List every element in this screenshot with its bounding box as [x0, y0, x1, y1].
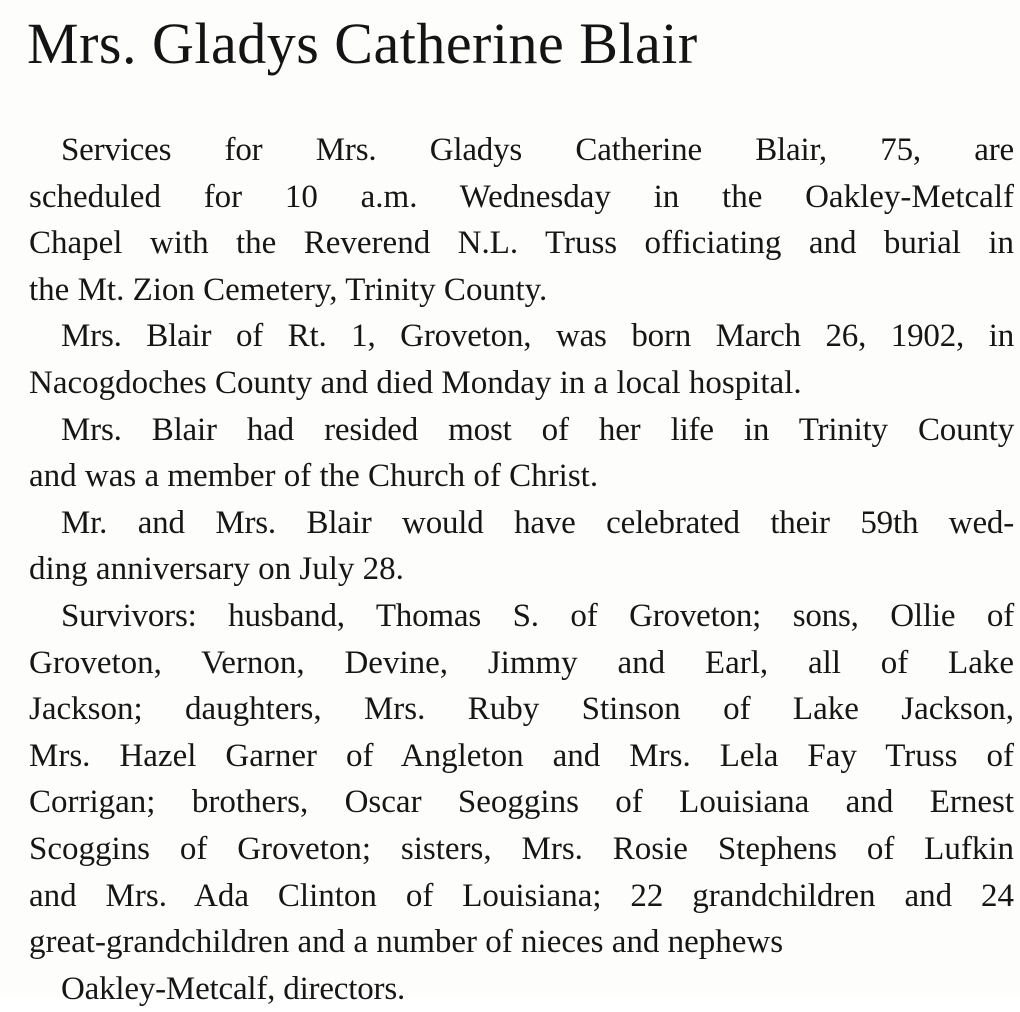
- obituary-line: great-grandchildren and a number of nieces and nephews: [29, 924, 784, 961]
- obituary-line: Jackson; daughters, Mrs. Ruby Stinson of Lake Jackson,: [29, 691, 1014, 728]
- obituary-line: Services for Mrs. Gladys Catherine Blair, 75, are: [61, 132, 1014, 168]
- obituary-line: Scoggins of Groveton; sisters, Mrs. Rosie Stephens of Lufkin: [29, 830, 1014, 867]
- obituary-line: Mrs. Hazel Garner of Angleton and Mrs. Lela Fay Truss of: [29, 737, 1014, 774]
- obituary-line: Mrs. Blair had resided most of her life in Trinity County: [61, 411, 1014, 448]
- obituary-line: Corrigan; brothers, Oscar Seoggins of Louisiana and Ernest: [29, 784, 1014, 821]
- obituary-line: the Mt. Zion Cemetery, Trinity County.: [29, 271, 548, 308]
- obituary-body: [29, 127, 1014, 1012]
- obituary-line: ding anniversary on July 28.: [29, 551, 404, 588]
- obituary-line: Mrs. Blair of Rt. 1, Groveton, was born March 26, 1902, in: [61, 318, 1014, 355]
- obituary-line: Mr. and Mrs. Blair would have celebrated their 59th wed-: [61, 504, 1014, 541]
- obituary-line: Nacogdoches County and died Monday in a local hospital.: [29, 364, 802, 401]
- obituary-line: scheduled for 10 a.m. Wednesday in the Oakley-Metcalf: [29, 178, 1014, 215]
- obituary-line: Survivors: husband, Thomas S. of Groveton; sons, Ollie of: [61, 597, 1014, 634]
- obituary-line: Groveton, Vernon, Devine, Jimmy and Earl, all of Lake: [29, 644, 1014, 681]
- obituary-line: Oakley-Metcalf, directors.: [61, 970, 406, 1007]
- obituary-line: Chapel with the Reverend N.L. Truss officiating and burial in: [29, 225, 1014, 262]
- obituary-line: and Mrs. Ada Clinton of Louisiana; 22 grandchildren and 24: [29, 877, 1014, 914]
- obituary-line: and was a member of the Church of Christ.: [29, 458, 599, 495]
- obituary-headline: Mrs. Gladys Catherine Blair: [27, 11, 698, 76]
